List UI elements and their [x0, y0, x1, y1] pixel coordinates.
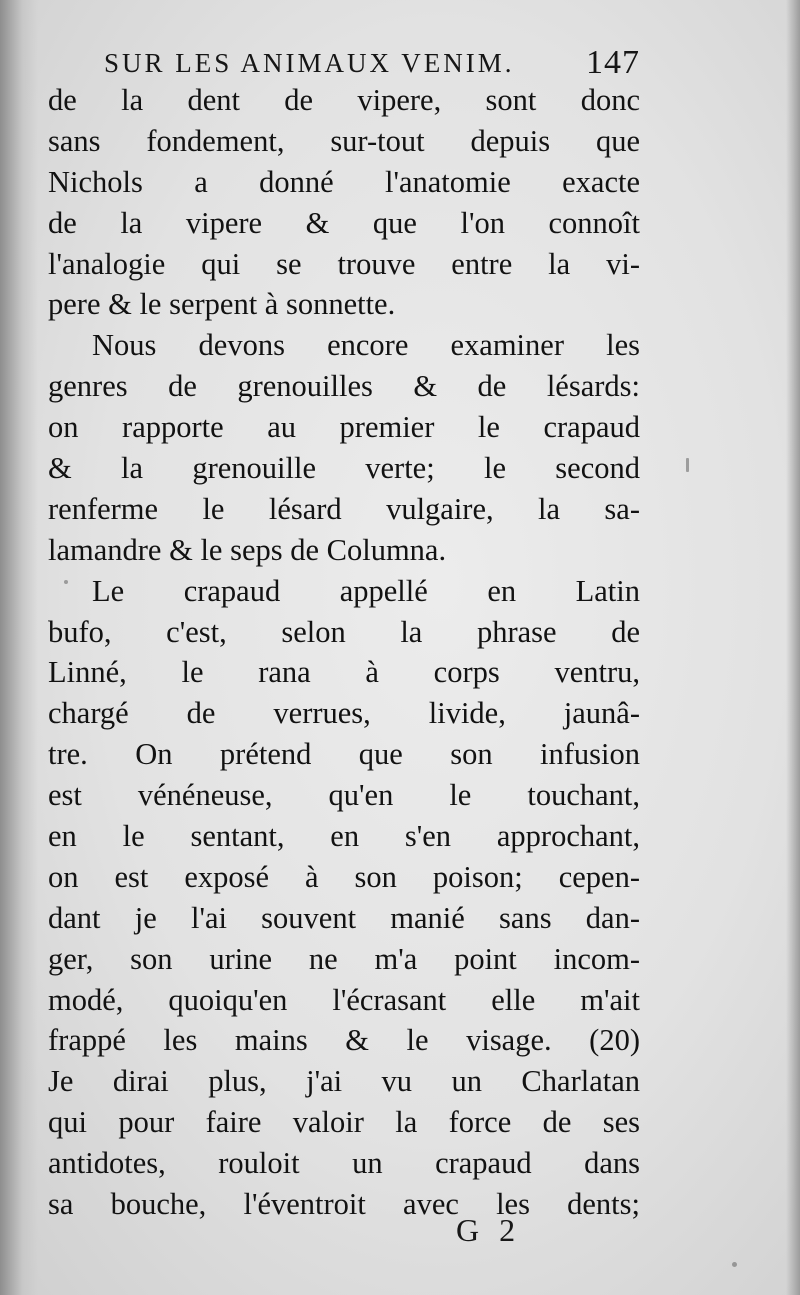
text-line: antidotes, rouloit un crapaud dans	[48, 1146, 640, 1181]
text-line: en le sentant, en s'en approchant,	[48, 819, 640, 854]
signature-mark: G 2	[456, 1212, 522, 1248]
text-line: sa bouche, l'éventroit avec les dents;	[48, 1187, 640, 1222]
text-line: genres de grenouilles & de lésards:	[48, 369, 640, 404]
paragraph-start-line: Le crapaud appellé en Latin	[92, 573, 640, 608]
text-line: pere & le serpent à sonnette.	[48, 287, 396, 322]
page-number: 147	[586, 44, 640, 81]
text-line: on rapporte au premier le crapaud	[48, 410, 640, 445]
text-line: on est exposé à son poison; cepen-	[48, 859, 640, 894]
text-line: frappé les mains & le visage. (20)	[48, 1023, 640, 1058]
paper-speck	[686, 458, 689, 472]
page-body-text	[48, 80, 640, 1225]
text-line: ger, son urine ne m'a point incom-	[48, 941, 640, 976]
text-line: modé, quoiqu'en l'écrasant elle m'ait	[48, 982, 640, 1017]
text-line: qui pour faire valoir la force de ses	[48, 1105, 640, 1140]
text-line: Nichols a donné l'anatomie exacte	[48, 164, 640, 199]
text-line: l'analogie qui se trouve entre la vi-	[48, 246, 640, 281]
text-line: de la vipere & que l'on connoît	[48, 205, 640, 240]
text-line: sans fondement, sur-tout depuis que	[48, 123, 640, 158]
paper-speck	[732, 1262, 737, 1267]
paper-speck	[64, 580, 68, 584]
text-line: & la grenouille verte; le second	[48, 451, 640, 486]
paragraph-start-line: Nous devons encore examiner les	[92, 328, 640, 363]
text-line: chargé de verrues, livide, jaunâ-	[48, 696, 640, 731]
page-edge-shadow	[786, 0, 800, 1295]
text-line: dant je l'ai souvent manié sans dan-	[48, 900, 640, 935]
text-line: lamandre & le seps de Columna.	[48, 532, 447, 567]
text-line: de la dent de vipere, sont donc	[48, 83, 640, 117]
text-line: renferme le lésard vulgaire, la sa-	[48, 491, 640, 526]
text-line: Linné, le rana à corps ventru,	[48, 655, 640, 690]
text-line: tre. On prétend que son infusion	[48, 737, 640, 772]
binding-gutter-shadow	[0, 0, 38, 1295]
text-line: bufo, c'est, selon la phrase de	[48, 614, 640, 649]
text-line: Je dirai plus, j'ai vu un Charlatan	[48, 1064, 640, 1099]
text-line: est vénéneuse, qu'en le touchant,	[48, 778, 640, 813]
running-head: SUR LES ANIMAUX VENIM.	[104, 48, 515, 78]
